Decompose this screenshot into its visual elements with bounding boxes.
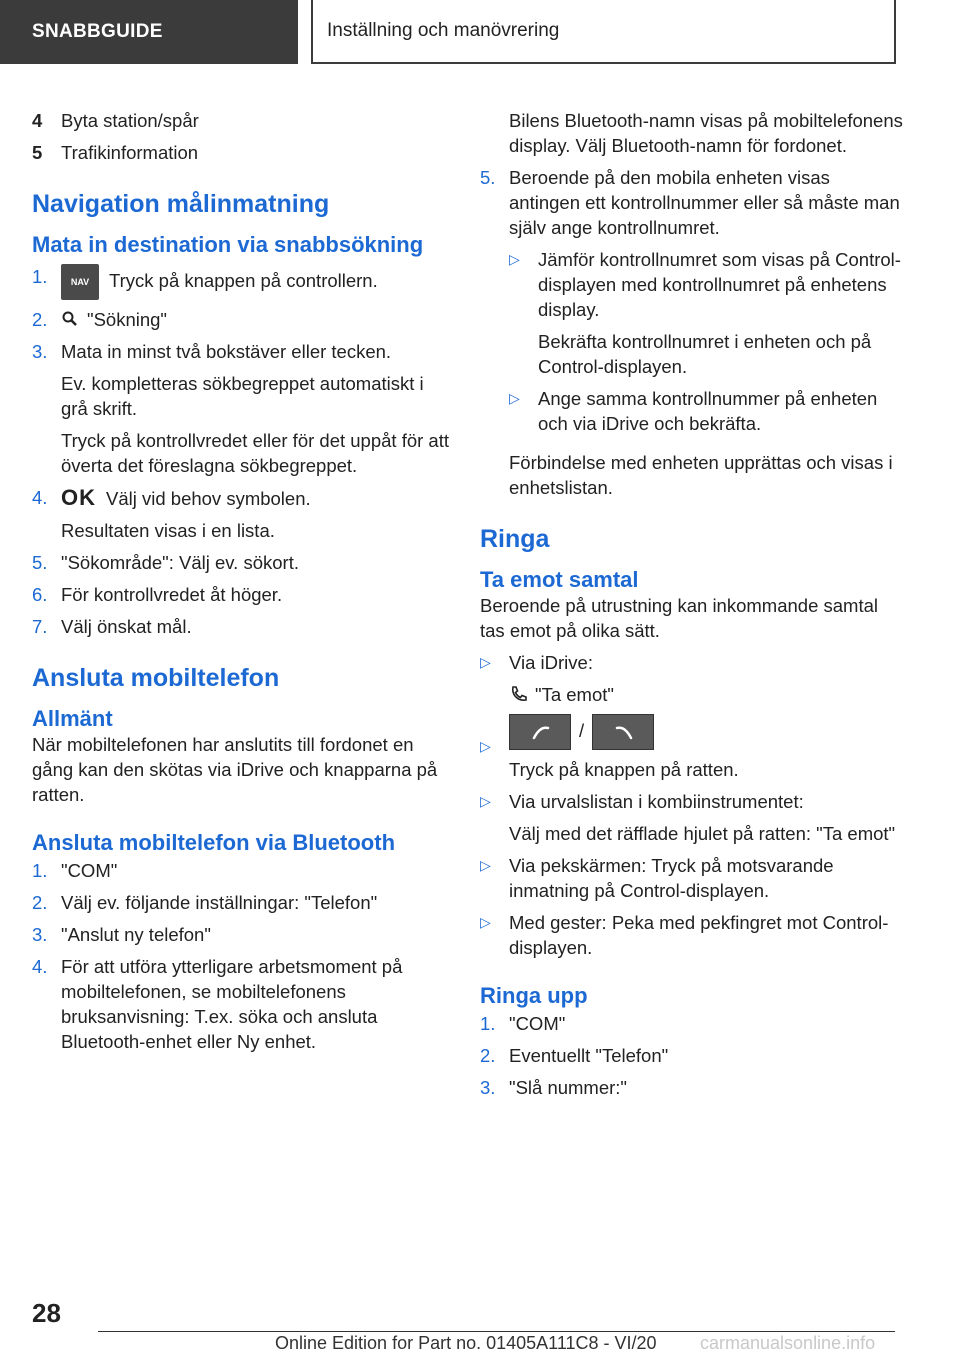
- step-item: 3. "Slå nummer:": [480, 1077, 628, 1098]
- triangle-icon: ▷: [480, 914, 491, 930]
- step-item: 5. "Sökområde": Välj ev. sökort.: [32, 552, 299, 573]
- bullet-item: ▷ Jämför kontrollnumret som visas på Control-displayen med kontrollnumret på enhetens display. Bekräfta kontrollnumret i enheten och på Control-displayen.: [509, 249, 901, 377]
- page-number: 28: [32, 1298, 61, 1328]
- step-item: 3. Mata in minst två bokstäver eller tecken. Ev. kompletteras sökbegreppet automatiskt i grå skrift. Tryck på kontrollvredet eller för det uppåt för att överta det föreslagna sökbegreppet.: [32, 341, 449, 476]
- step-item: 2. Eventuellt "Telefon": [480, 1045, 669, 1066]
- right-column: [480, 108, 905, 1107]
- triangle-icon: ▷: [509, 251, 520, 267]
- step-item: 4. OK Välj vid behov symbolen. Resultaten visas i en lista.: [32, 485, 311, 541]
- heading-take-call: Ta emot samtal: [480, 567, 639, 592]
- triangle-icon: ▷: [480, 857, 491, 873]
- step-item: 2. "Sökning": [32, 309, 167, 330]
- step-item: 2. Välj ev. följande inställningar: "Telefon": [32, 892, 378, 913]
- step-item: 1. NAV Tryck på knappen på controllern.: [32, 264, 452, 300]
- end-call-button-icon: [592, 714, 654, 750]
- list-item: 5 Trafikinformation: [32, 142, 199, 163]
- general-text: När mobiltelefonen har anslutits till fordonet en gång kan den skötas via iDrive och knapparna på ratten.: [32, 734, 438, 805]
- heading-mobile: Ansluta mobiltelefon: [32, 664, 280, 692]
- nav-button-icon: NAV: [61, 264, 99, 300]
- heading-ringa: Ringa: [480, 525, 550, 553]
- bullet-item: ▷ Via iDrive: "Ta emot": [480, 652, 614, 705]
- ok-icon: OK: [61, 485, 96, 510]
- bullet-item: ▷ Via urvalslistan i kombiinstrumentet: Välj med det räfflade hjulet på ratten: "Ta emot": [480, 791, 896, 844]
- connection-text: Förbindelse med enheten upprättas och visas i enhetslistan.: [509, 452, 893, 498]
- bullet-item: ▷ Med gester: Peka med pekfingret mot Control-displayen.: [480, 912, 889, 958]
- triangle-icon: ▷: [480, 793, 491, 809]
- step-item: 1. "COM": [32, 860, 118, 881]
- list-item: 4 Byta station/spår: [32, 110, 199, 131]
- footer-divider: [98, 1331, 895, 1332]
- continued-text: Bilens Bluetooth-namn visas på mobiltelefonens display. Välj Bluetooth-namn för fordonet.: [509, 110, 903, 156]
- take-call-text: Beroende på utrustning kan inkommande samtal tas emot på olika sätt.: [480, 595, 878, 641]
- left-column: [32, 108, 452, 1061]
- heading-bluetooth: Ansluta mobiltelefon via Bluetooth: [32, 830, 396, 855]
- triangle-icon: ▷: [509, 390, 520, 406]
- triangle-icon: ▷: [480, 738, 491, 754]
- section-tab: SNABBGUIDE: [0, 0, 298, 64]
- bullet-item: ▷ / Tryck på knappen på ratten.: [480, 714, 905, 782]
- heading-quick-search: Mata in destination via snabbsökning: [32, 232, 424, 257]
- bullet-item: ▷ Via pekskärmen: Tryck på motsvarande inmatning på Control-displayen.: [480, 855, 834, 901]
- footer-edition: Online Edition for Part no. 01405A111C8 - VI/20: [275, 1333, 657, 1353]
- step-item: 3. "Anslut ny telefon": [32, 924, 211, 945]
- chapter-tab: Inställning och manövrering: [311, 0, 896, 64]
- search-icon: [61, 310, 79, 328]
- triangle-icon: ▷: [480, 654, 491, 670]
- step-item: 4. För att utföra ytterligare arbetsmoment på mobiltelefonen, se mobiltelefonens bruksanvisning: T.ex. söka och ansluta Bluetooth-enhet eller Ny enhet.: [32, 956, 403, 1052]
- phone-icon: [509, 684, 529, 704]
- step-item: 7. Välj önskat mål.: [32, 616, 192, 637]
- step-item: 5. Beroende på den mobila enheten visas antingen ett kontrollnummer eller så måste man själv ange kontrollnumret. ▷ Jämför kontrollnumret som visas på Control-displayen med kontrollnumret på enhetens display. Bekräfta kontrollnumret i enheten och på Control-displayen. ▷ Ange samma kontrollnummer på enheten och via iDrive och bekräfta.: [480, 165, 905, 443]
- heading-general: Allmänt: [32, 706, 113, 731]
- watermark: carmanualsonline.info: [700, 1333, 876, 1353]
- heading-navigation: Navigation målinmatning: [32, 190, 330, 218]
- heading-call: Ringa upp: [480, 983, 588, 1008]
- bullet-item: ▷ Ange samma kontrollnummer på enheten och via iDrive och bekräfta.: [509, 388, 878, 434]
- step-item: 6. För kontrollvredet åt höger.: [32, 584, 283, 605]
- step-item: 1. "COM": [480, 1013, 566, 1034]
- accept-call-button-icon: [509, 714, 571, 750]
